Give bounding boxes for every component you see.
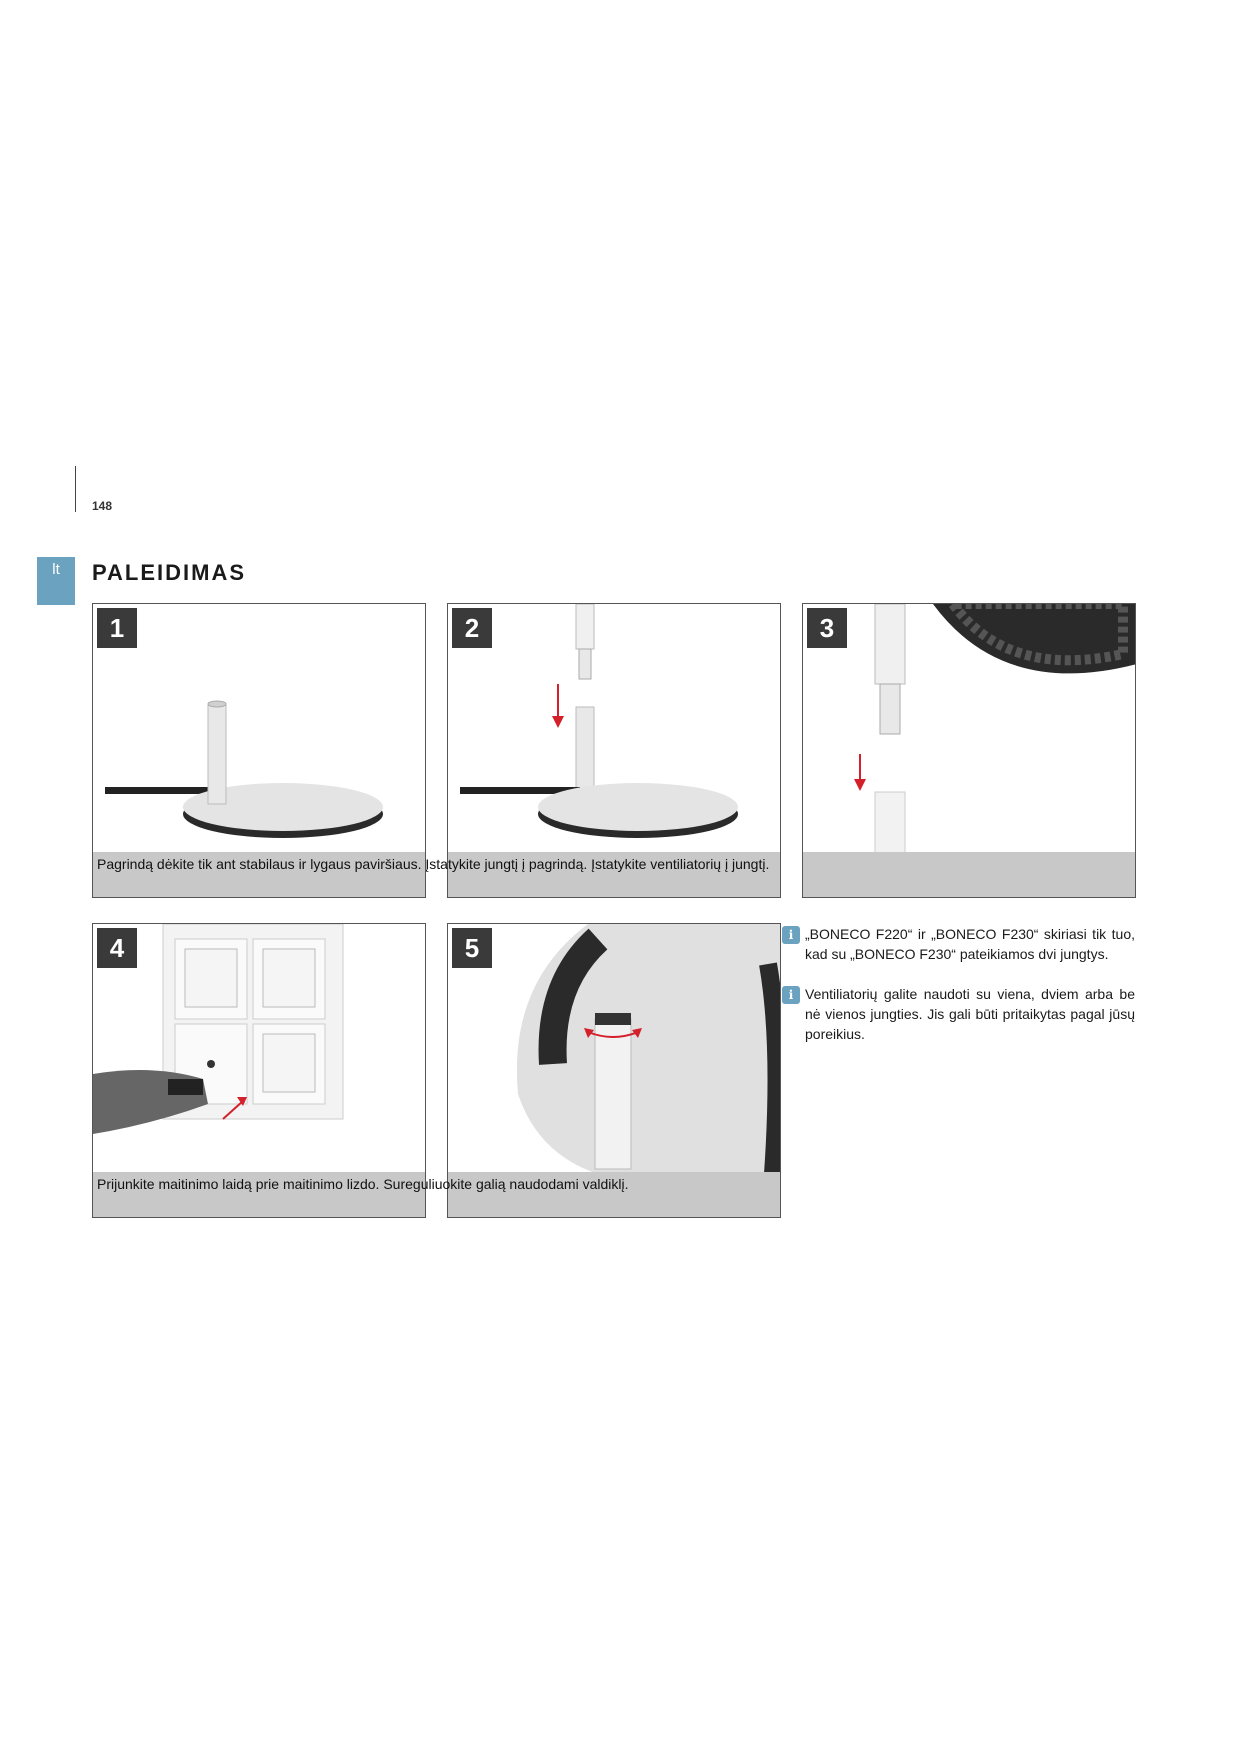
- step-badge: 3: [807, 608, 847, 648]
- step-4-5-caption: Prijunkite maitinimo laidą prie maitinimo lizdo. Sureguliuokite galią naudodami valdiklį.: [97, 1176, 629, 1192]
- step-1-panel: [92, 603, 426, 898]
- info-icon: i: [782, 926, 800, 944]
- language-tab: lt: [37, 557, 75, 605]
- step-3-panel: [802, 603, 1136, 898]
- page-number: 148: [92, 499, 113, 513]
- info-note: [788, 924, 1135, 964]
- section-title: PALEIDIMAS: [92, 560, 247, 585]
- step-4-panel: [92, 923, 426, 1218]
- step-2-panel: [447, 603, 781, 898]
- info-note: [788, 984, 1135, 1044]
- info-note-text: Ventiliatorių galite naudoti su viena, dviem arba be nė vienos jungties. Jis gali būti pritaikytas pagal jūsų poreikius.: [805, 986, 1135, 1042]
- info-note-text: „BONECO F220“ ir „BONECO F230“ skiriasi tik tuo, kad su „BONECO F230“ pateikiamos dvi jungtys.: [805, 926, 1135, 962]
- step-badge: 5: [452, 928, 492, 968]
- step-5-panel: [447, 923, 781, 1218]
- step-badge: 4: [97, 928, 137, 968]
- info-icon: i: [782, 986, 800, 1004]
- step-badge: 2: [452, 608, 492, 648]
- page-margin-rule: [75, 466, 76, 512]
- step-1-3-caption: Pagrindą dėkite tik ant stabilaus ir lygaus paviršiaus. Įstatykite jungtį į pagrindą. Įstatykite ventiliatorių į jungtį.: [97, 856, 770, 872]
- caption-band: [803, 852, 1135, 897]
- step-badge: 1: [97, 608, 137, 648]
